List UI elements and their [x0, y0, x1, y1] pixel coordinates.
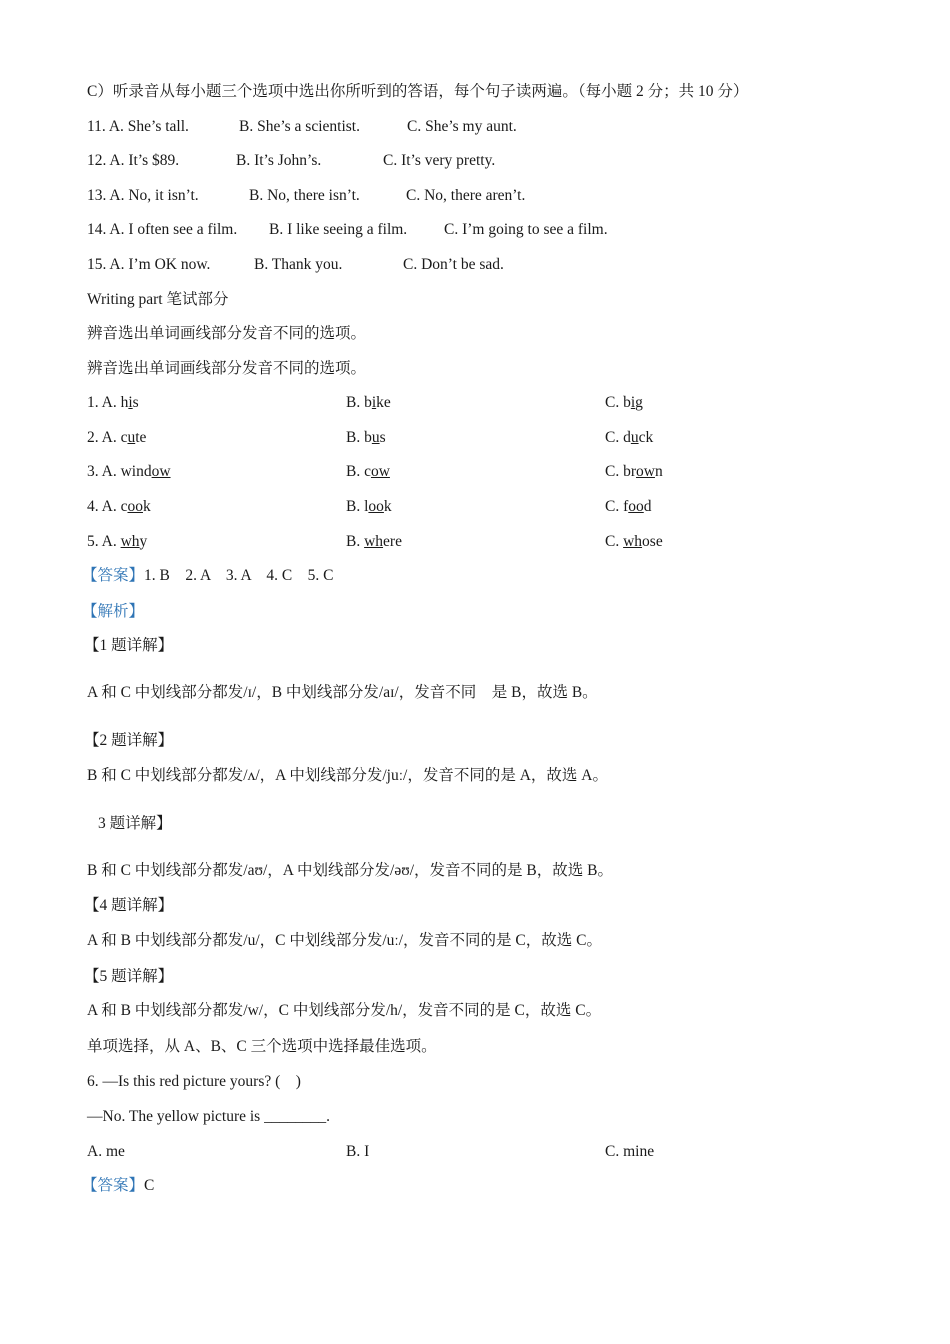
question-12-option-b: B. It’s John’s.	[236, 152, 322, 169]
detail-5-text: A 和 B 中划线部分都发/w/，C 中划线部分发/h/，发音不同的是 C，故选 C。	[87, 1002, 602, 1019]
detail-3-heading: 3 题详解】	[98, 815, 172, 832]
question-6-line-2: —No. The yellow picture is ________.	[87, 1108, 330, 1125]
question-6-option-b: B. I	[346, 1143, 370, 1160]
phonics-3-option-a: 3. A. window	[87, 463, 171, 480]
single-choice-instruction: 单项选择，从 A、B、C 三个选项中选择最佳选项。	[87, 1038, 437, 1055]
answer-label: 【答案】	[82, 1177, 145, 1194]
question-11-option-b: B. She’s a scientist.	[239, 118, 360, 135]
question-13-option-b: B. No, there isn’t.	[249, 187, 360, 204]
answer-text: 1. B 2. A 3. A 4. C 5. C	[144, 567, 334, 584]
phonics-3-option-b: B. cow	[346, 463, 390, 480]
writing-part-title: Writing part 笔试部分	[87, 291, 229, 308]
phonics-2-option-c: C. duck	[605, 429, 654, 446]
answer-text: C	[144, 1177, 155, 1194]
phonics-3-option-c: C. brown	[605, 463, 663, 480]
phonics-instruction-repeat: 辨音选出单词画线部分发音不同的选项。	[87, 360, 367, 377]
phonics-5-option-a: 5. A. why	[87, 533, 148, 550]
question-12-option-c: C. It’s very pretty.	[383, 152, 496, 169]
phonics-1-option-c: C. big	[605, 394, 643, 411]
question-6-option-c: C. mine	[605, 1143, 655, 1160]
detail-1-heading: 【1 题详解】	[84, 637, 174, 654]
phonics-2-option-a: 2. A. cute	[87, 429, 147, 446]
question-14-option-b: B. I like seeing a film.	[269, 221, 408, 238]
phonics-5-option-c: C. whose	[605, 533, 663, 550]
question-11-option-c: C. She’s my aunt.	[407, 118, 517, 135]
phonics-1-option-a: 1. A. his	[87, 394, 139, 411]
question-6-answer	[82, 1176, 154, 1196]
question-14-option-a: 14. A. I often see a film.	[87, 221, 238, 238]
question-13-option-a: 13. A. No, it isn’t.	[87, 187, 199, 204]
phonics-1-option-b: B. bike	[346, 394, 391, 411]
question-15-option-b: B. Thank you.	[254, 256, 343, 273]
phonics-4-option-a: 4. A. cook	[87, 498, 151, 515]
question-13-option-c: C. No, there aren’t.	[406, 187, 526, 204]
question-6-option-a: A. me	[87, 1143, 125, 1160]
phonics-instruction: 辨音选出单词画线部分发音不同的选项。	[87, 325, 367, 342]
detail-3-text: B 和 C 中划线部分都发/aʊ/，A 中划线部分发/əʊ/，发音不同的是 B，故选 B。	[87, 862, 613, 879]
detail-2-heading: 【2 题详解】	[84, 732, 174, 749]
question-11-option-a: 11. A. She’s tall.	[87, 118, 189, 135]
question-14-option-c: C. I’m going to see a film.	[444, 221, 608, 238]
question-12-option-a: 12. A. It’s $89.	[87, 152, 180, 169]
phonics-4-option-b: B. look	[346, 498, 392, 515]
listening-instruction: C）听录音从每小题三个选项中选出你所听到的答语，每个句子读两遍。（每小题 2 分；共 10 分）	[87, 83, 749, 100]
phonics-4-option-c: C. food	[605, 498, 652, 515]
answer-label: 【答案】	[82, 567, 145, 584]
detail-2-text: B 和 C 中划线部分都发/ʌ/，A 中划线部分发/juː/，发音不同的是 A，故选 A。	[87, 767, 608, 784]
question-15-option-c: C. Don’t be sad.	[403, 256, 504, 273]
phonics-5-option-b: B. where	[346, 533, 402, 550]
analysis-label: 【解析】	[82, 603, 145, 620]
phonics-2-option-b: B. bus	[346, 429, 386, 446]
answer-line	[82, 566, 334, 586]
detail-4-text: A 和 B 中划线部分都发/u/，C 中划线部分发/uː/，发音不同的是 C，故选 C。	[87, 932, 602, 949]
question-6-line-1: 6. —Is this red picture yours? ( )	[87, 1073, 301, 1090]
question-15-option-a: 15. A. I’m OK now.	[87, 256, 211, 273]
detail-1-text: A 和 C 中划线部分都发/ɪ/，B 中划线部分发/aɪ/，发音不同 是 B，故选 B。	[87, 684, 598, 701]
detail-5-heading: 【5 题详解】	[84, 968, 174, 985]
detail-4-heading: 【4 题详解】	[84, 897, 174, 914]
